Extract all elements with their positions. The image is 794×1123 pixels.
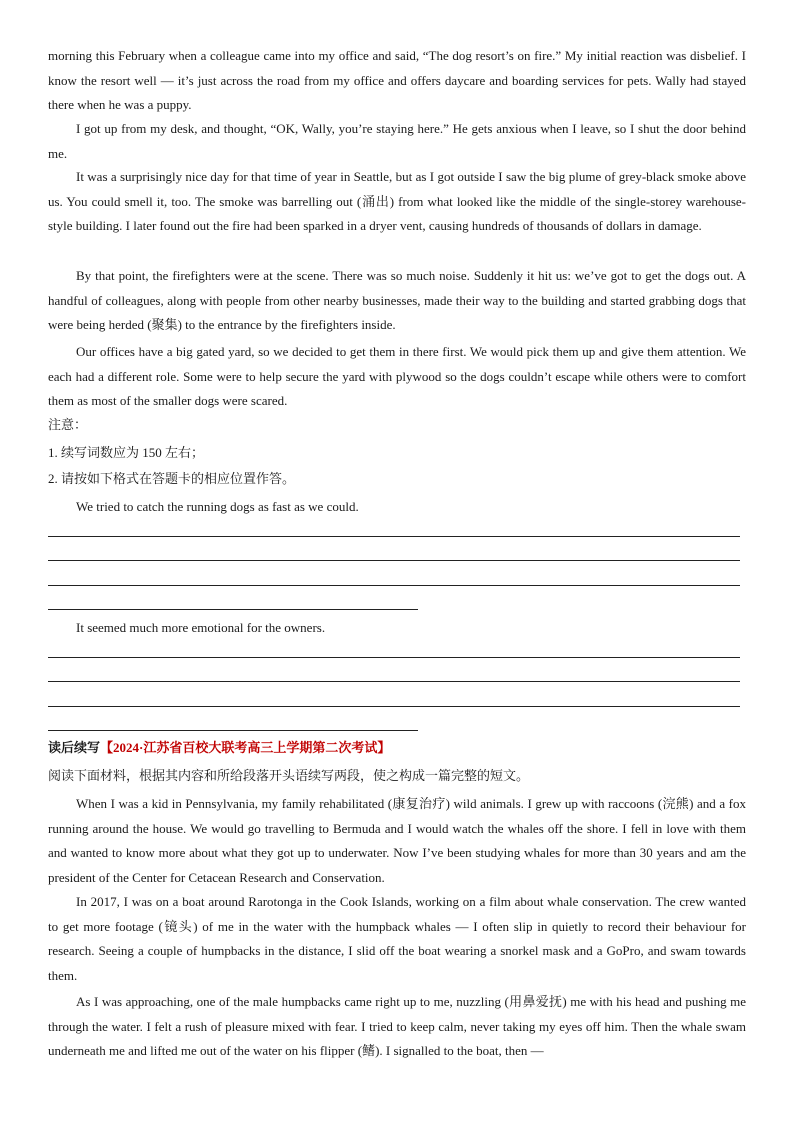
section-heading bbox=[48, 736, 390, 760]
answer-line bbox=[48, 560, 740, 561]
paragraph: It was a surprisingly nice day for that time of year in Seattle, but as I got outside I saw the big plume of grey-black smoke above us. You could smell it, too. The smoke was barrelling out (涌出) from what looked like the middle of the single-storey warehouse-style building. I later found out the fire had been sparked in a dryer vent, causing hundreds of thousands of dollars in damage. bbox=[48, 169, 746, 234]
note-item: 1. 续写词数应为 150 左右； bbox=[48, 445, 205, 460]
paragraph-start-1: We tried to catch the running dogs as fast as we could. bbox=[76, 499, 359, 514]
answer-line bbox=[48, 657, 740, 658]
answer-line bbox=[48, 609, 418, 610]
section-title: 读后续写 bbox=[48, 740, 101, 755]
paragraph: In 2017, I was on a boat around Rarotonga in the Cook Islands, working on a film about whale conservation. The crew wanted to get more footage (镜头) of me in the water with the humpback whales — I often slip in quietly to record their behaviour for research. Seeing a couple of humpbacks in the distance, I slid off the boat wearing a snorkel mask and a GoPro, and swam towards them. bbox=[48, 894, 746, 984]
paragraph: I got up from my desk, and thought, “OK, Wally, you’re staying here.” He gets anxious when I leave, so I shut the door behind me. bbox=[48, 121, 746, 161]
paragraph: As I was approaching, one of the male humpbacks came right up to me, nuzzling (用鼻爱抚) me with his head and pushing me through the water. I felt a rush of pleasure mixed with fear. I tried to keep calm, never taking my eyes off him. Then the whale swam underneath me and lifted me out of the water on his flipper (鳍). I signalled to the boat, then — bbox=[48, 994, 746, 1059]
paragraph: By that point, the firefighters were at the scene. There was so much noise. Suddenly it hit us: we’ve got to get the dogs out. A handful of colleagues, along with people from other nearby businesses, made their way to the building and started grabbing dogs that were being herded (聚集) to the entrance by the firefighters inside. bbox=[48, 268, 746, 333]
answer-line bbox=[48, 730, 418, 731]
paragraph: Our offices have a big gated yard, so we decided to get them in there first. We would pick them up and give them attention. We each had a different role. Some were to help secure the yard with plywood so the dogs couldn’t escape while others were to comfort them as most of the smaller dogs were scared. bbox=[48, 344, 746, 409]
paragraph: When I was a kid in Pennsylvania, my family rehabilitated (康复治疗) wild animals. I grew up with raccoons (浣熊) and a fox running around the house. We would go travelling to Bermuda and I would watch the whales off the shore. I fell in love with them and wanted to know more about what they got up to underwater. Now I’ve been studying whales for more than 30 years and am the president of the Center for Cetacean Research and Conservation. bbox=[48, 796, 746, 886]
paragraph: morning this February when a colleague came into my office and said, “The dog resort’s on fire.” My initial reaction was disbelief. I know the resort well — it’s just across the road from my office and offers daycare and boarding services for pets. Wally had stayed there when he was a puppy. bbox=[48, 48, 746, 113]
notes-label: 注意： bbox=[48, 417, 88, 432]
answer-line bbox=[48, 681, 740, 682]
instruction: 阅读下面材料，根据其内容和所给段落开头语续写两段，使之构成一篇完整的短文。 bbox=[48, 768, 530, 783]
note-item: 2. 请按如下格式在答题卡的相应位置作答。 bbox=[48, 471, 296, 486]
paragraph-start-2: It seemed much more emotional for the owners. bbox=[76, 620, 326, 635]
answer-line bbox=[48, 706, 740, 707]
answer-line bbox=[48, 585, 740, 586]
source-tag: 【2024·江苏省百校大联考高三上学期第二次考试】 bbox=[100, 740, 391, 755]
answer-line bbox=[48, 536, 740, 537]
